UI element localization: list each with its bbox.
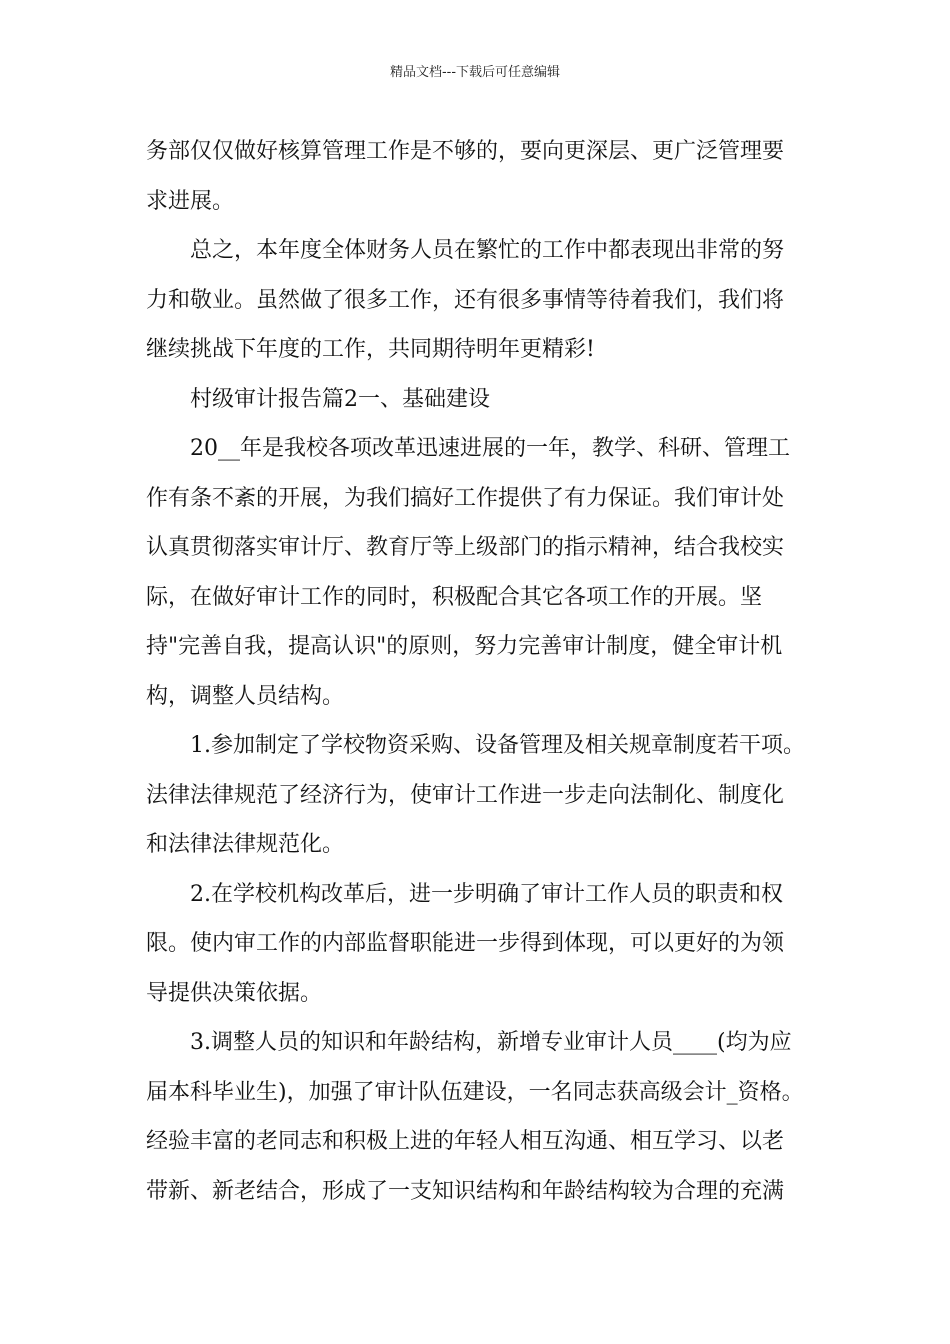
document-body <box>146 127 810 1216</box>
list-item-3: 3.调整人员的知识和年龄结构，新增专业审计人员____(均为应 届本科毕业生)，加强了审计队伍建设，一名同志获高级会计_资格。 经验丰富的老同志和积极上进的年轻人相互沟通、相互学习、以老 带新、新老结合，形成了一支知识结构和年龄结构较为合理的充满 <box>146 1030 804 1204</box>
list-item-2: 2.在学校机构改革后，进一步明确了审计工作人员的职责和权 限。使内审工作的内部监督职能进一步得到体现，可以更好的为领 导提供决策依据。 <box>146 881 785 1006</box>
section-heading: 村级审计报告篇2一、基础建设 <box>190 386 490 412</box>
list-item-1: 1.参加制定了学校物资采购、设备管理及相关规章制度若干项。 法律法律规范了经济行为，使审计工作进一步走向法制化、制度化 和法律法律规范化。 <box>146 733 805 857</box>
paragraph-3: 20__年是我校各项改革迅速进展的一年，教学、科研、管理工 作有条不紊的开展，为我们搞好工作提供了有力保证。我们审计处 认真贯彻落实审计厅、教育厅等上级部门的指示精神，结合我校实 际，在做好审计工作的同时，积极配合其它各项工作的开展。坚 持"完善自我，提高认识"的原则，努力完善审计制度，健全审计机 构，调整人员结构。 <box>146 436 790 709</box>
paragraph-2: 总之，本年度全体财务人员在繁忙的工作中都表现出非常的努 力和敬业。虽然做了很多工作，还有很多事情等待着我们，我们将 继续挑战下年度的工作，共同期待明年更精彩! <box>146 238 785 362</box>
paragraph-1: 务部仅仅做好核算管理工作是不够的，要向更深层、更广泛管理要 求进展。 <box>146 139 785 214</box>
page-header: 精品文档---下载后可任意编辑 <box>389 65 561 80</box>
